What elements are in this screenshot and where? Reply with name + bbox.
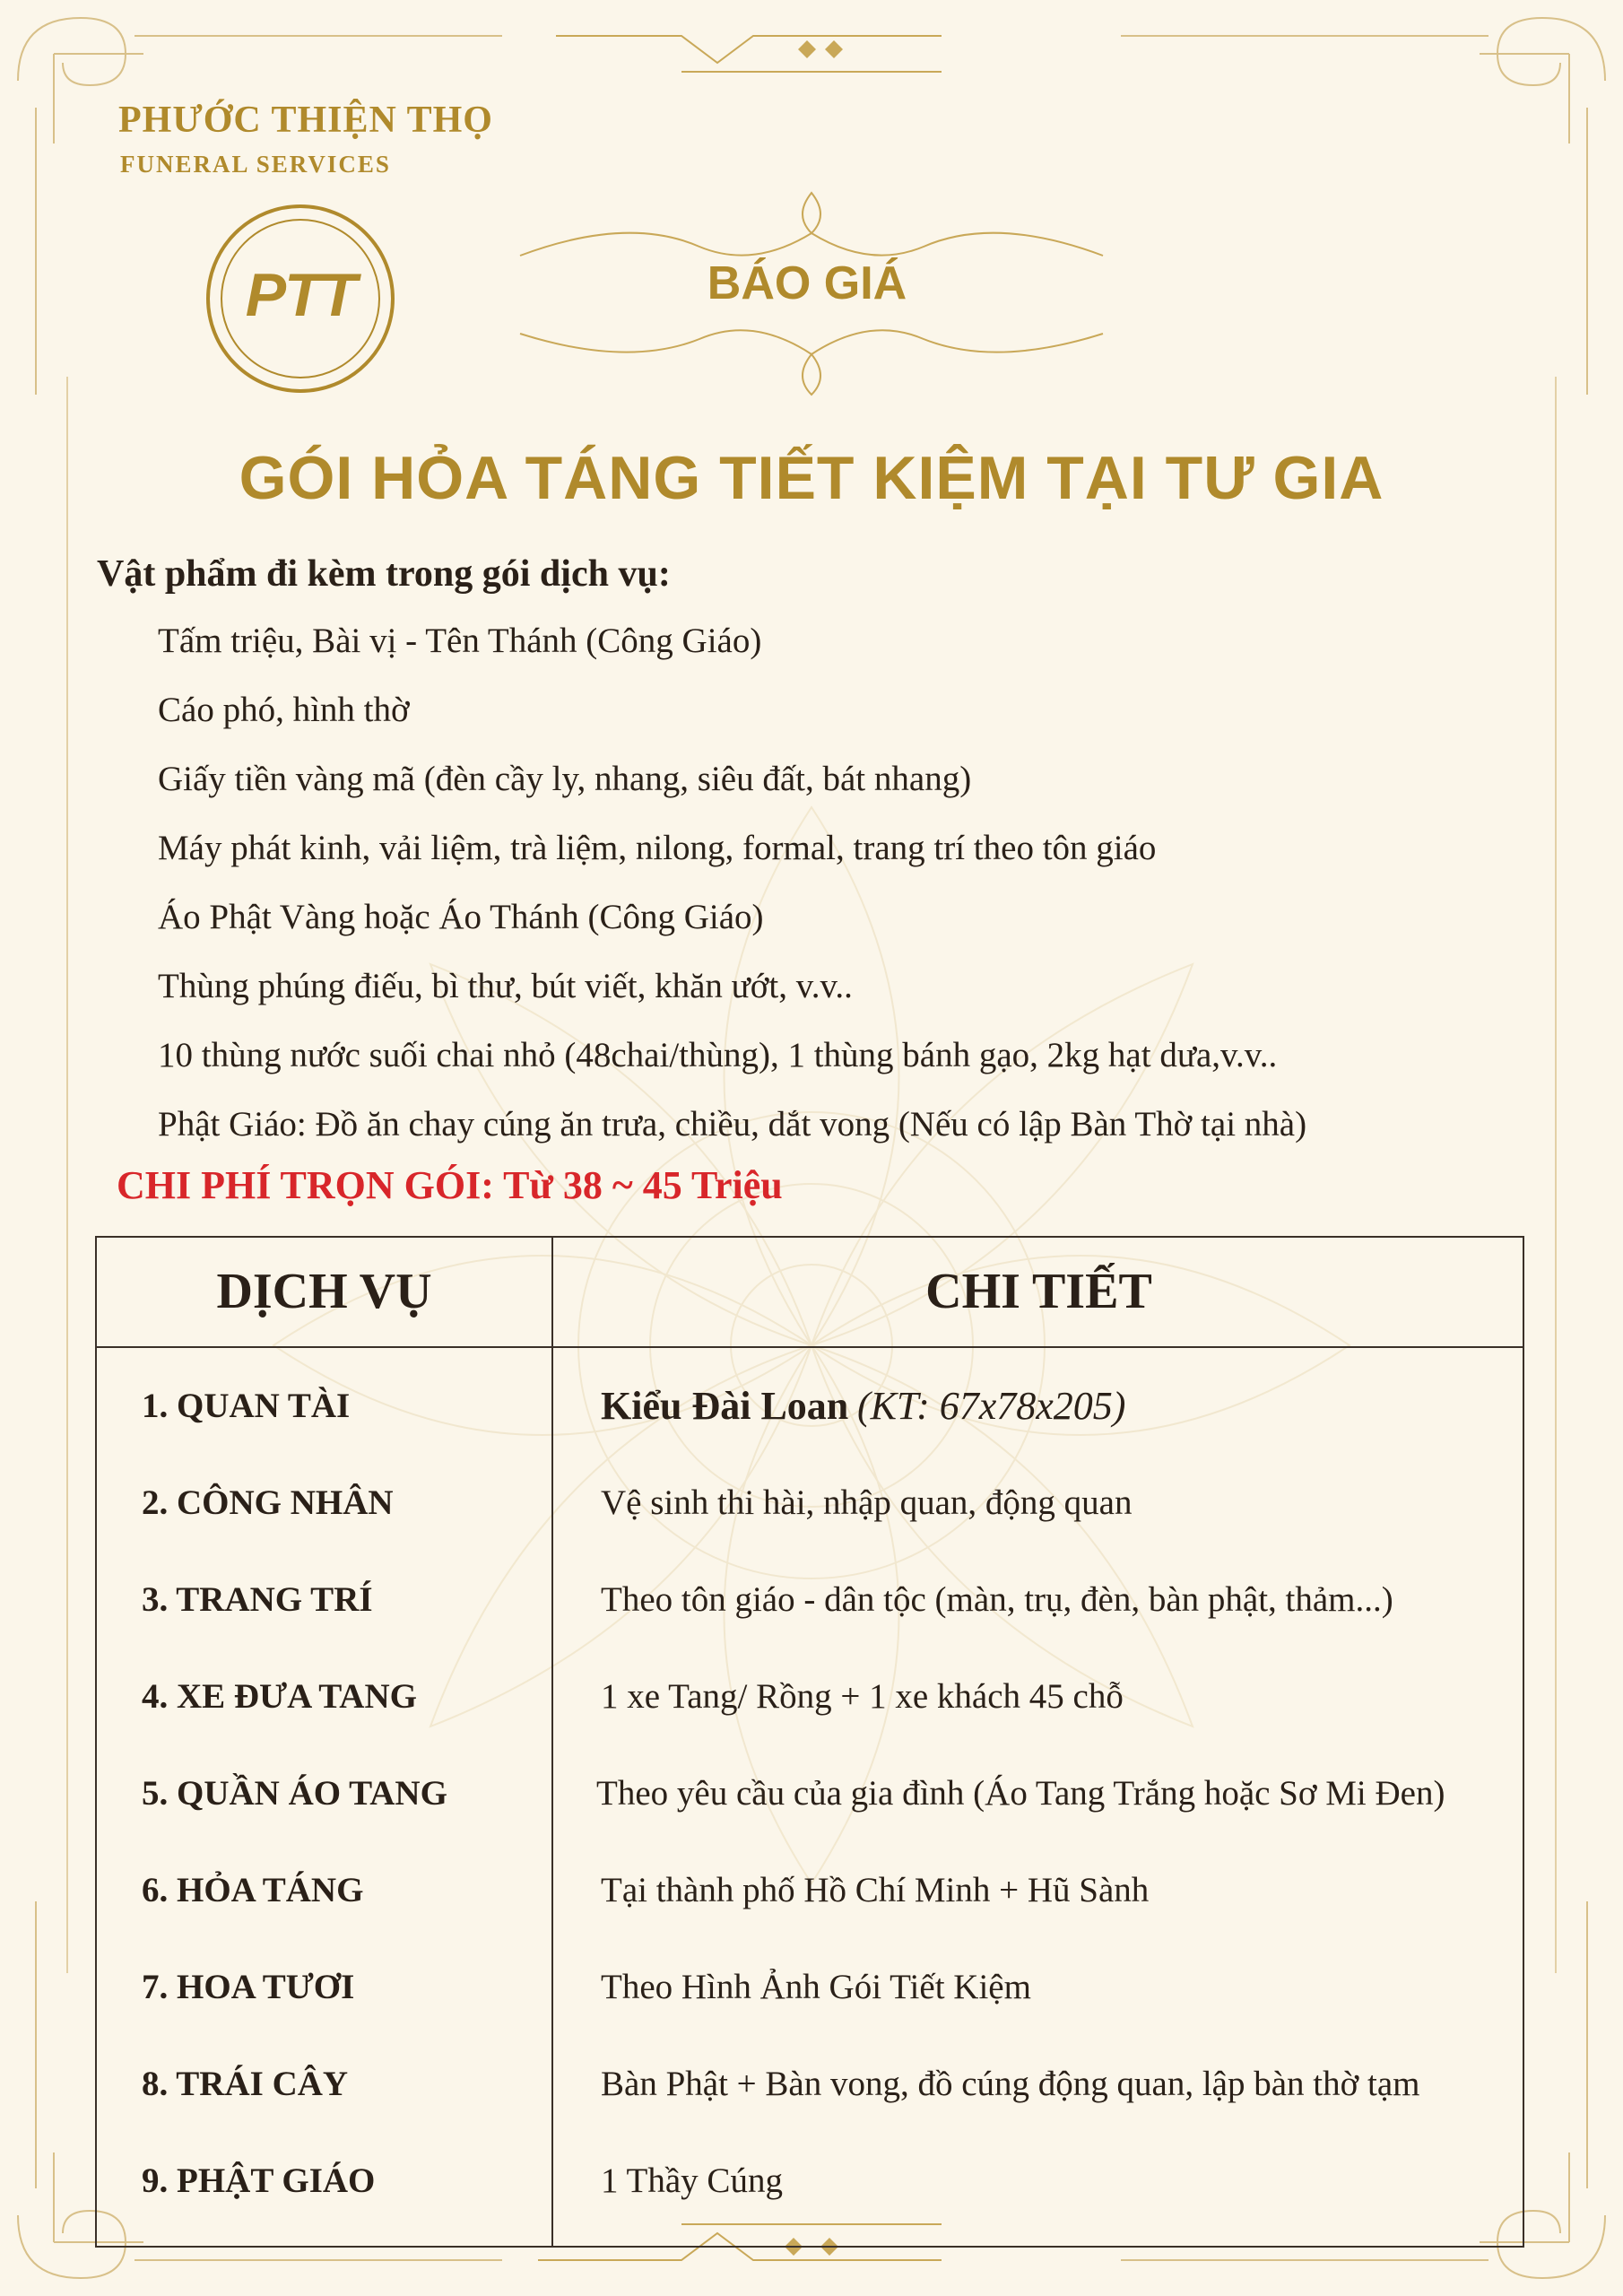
brand-subtitle: FUNERAL SERVICES [120,151,391,178]
list-item: Máy phát kinh, vải liệm, trà liệm, nilong, formal, trang trí theo tôn giáo [158,829,1157,867]
table-row [97,1749,1523,1839]
list-item: Tấm triệu, Bài vị - Tên Thánh (Công Giáo) [158,622,762,660]
brand-logo [206,204,395,393]
detail-cell: Theo tôn giáo - dân tộc (màn, trụ, đèn, bàn phật, thảm...) [601,1580,1393,1619]
detail-cell: Bàn Phật + Bàn vong, đồ cúng động quan, lập bàn thờ tạm [601,2065,1420,2103]
table-row [97,1846,1523,1935]
detail-cell: Tại thành phố Hồ Chí Minh + Hũ Sành [601,1871,1150,1909]
service-cell: 7. HOA TƯƠI [142,1968,355,2006]
page-title: GÓI HỎA TÁNG TIẾT KIỆM TẠI TƯ GIA [239,444,1384,512]
list-item: Cáo phó, hình thờ [158,691,410,729]
included-items-list [158,619,1306,1171]
list-item: 10 thùng nước suối chai nhỏ (48chai/thùng), 1 thùng bánh gạo, 2kg hạt dưa,v.v.. [158,1036,1278,1074]
table-header-detail: CHI TIẾT [925,1264,1152,1319]
service-cell: 2. CÔNG NHÂN [142,1483,394,1522]
logo-monogram: PTT [245,261,356,329]
list-item: Phật Giáo: Đồ ăn chay cúng ăn trưa, chiều, dắt vong (Nếu có lập Bàn Thờ tại nhà) [158,1105,1307,1144]
brand-name: PHƯỚC THIỆN THỌ [118,100,493,141]
service-cell: 3. TRANG TRÍ [142,1580,373,1619]
items-heading: Vật phẩm đi kèm trong gói dịch vụ: [97,553,671,595]
package-price: CHI PHÍ TRỌN GÓI: Từ 38 ~ 45 Triệu [117,1163,783,1207]
detail-cell: 1 xe Tang/ Rồng + 1 xe khách 45 chỗ [601,1677,1124,1716]
table-row [97,2136,1523,2226]
detail-cell: 1 Thầy Cúng [601,2161,783,2200]
table-header-service: DỊCH VỤ [216,1264,432,1319]
table-row [97,1943,1523,2032]
service-cell: 8. TRÁI CÂY [142,2065,349,2103]
table-row [97,1652,1523,1742]
header-divider [97,1346,1523,1348]
service-cell: 9. PHẬT GIÁO [142,2161,376,2200]
list-item: Giấy tiền vàng mã (đèn cầy ly, nhang, siêu đất, bát nhang) [158,760,972,798]
table-row [97,1458,1523,1548]
detail-cell [601,1361,1125,1453]
quote-label: BÁO GIÁ [707,257,907,309]
service-cell: 5. QUẦN ÁO TANG [142,1774,447,1813]
list-item: Áo Phật Vàng hoặc Áo Thánh (Công Giáo) [158,898,764,936]
table-row [97,1555,1523,1645]
detail-extra: (KT: 67x78x205) [857,1384,1126,1428]
service-cell: 6. HỎA TÁNG [142,1871,364,1909]
table-row [97,1361,1523,1451]
detail-main: Kiểu Đài Loan [601,1384,849,1428]
detail-cell: Theo yêu cầu của gia đình (Áo Tang Trắng hoặc Sơ Mi Đen) [596,1774,1445,1813]
service-cell: 4. XE ĐƯA TANG [142,1677,417,1716]
detail-cell: Theo Hình Ảnh Gói Tiết Kiệm [601,1968,1031,2006]
service-table [95,1236,1524,2248]
list-item: Thùng phúng điếu, bì thư, bút viết, khăn ướt, v.v.. [158,967,853,1005]
table-row [97,2039,1523,2129]
detail-cell: Vệ sinh thi hài, nhập quan, động quan [601,1483,1133,1522]
service-cell: 1. QUAN TÀI [142,1387,351,1425]
